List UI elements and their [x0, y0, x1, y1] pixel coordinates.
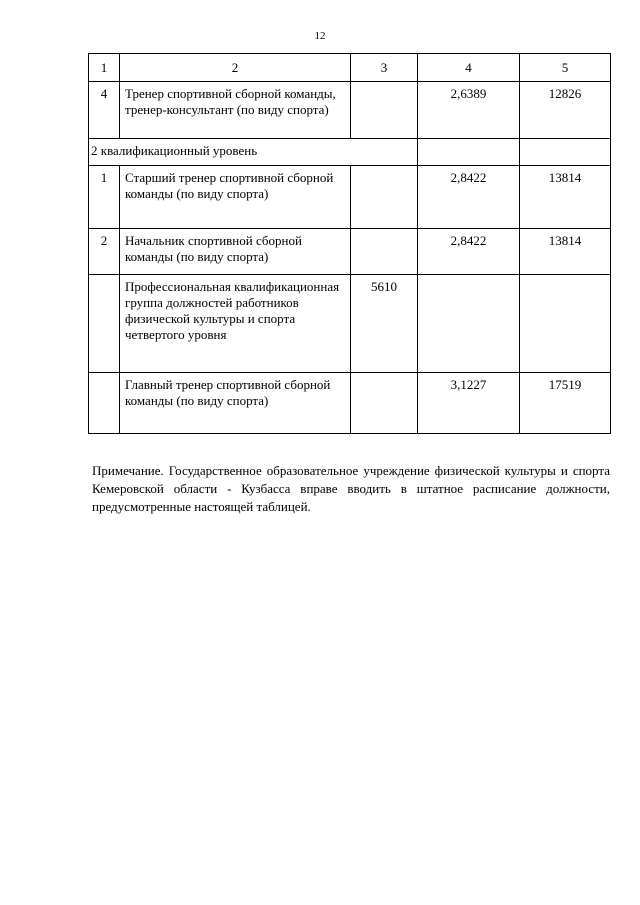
position-name: Начальник спортивной сборной команды (по виду спорта) — [120, 229, 351, 275]
table-note: Примечание. Государственное образовательное учреждение физической культуры и спорта Кемеровской области - Кузбасса вправе вводить в штатное расписание должности, предусмотренные настоящей таблицей. — [92, 463, 610, 514]
empty-cell — [418, 139, 520, 166]
position-name: Главный тренер спортивной сборной команды (по виду спорта) — [120, 373, 351, 434]
row-number: 2 — [89, 229, 120, 275]
salary-base — [351, 373, 418, 434]
qualification-level-row — [89, 139, 611, 166]
group-name: Профессиональная квалификационная группа должностей работников физической культуры и спорта четвертого уровня — [120, 275, 351, 373]
table-row — [89, 82, 611, 139]
position-name: Старший тренер спортивной сборной команды (по виду спорта) — [120, 166, 351, 229]
positions-table — [88, 53, 611, 434]
empty-cell — [520, 139, 611, 166]
row-number: 1 — [89, 166, 120, 229]
table-row — [89, 373, 611, 434]
salary-base — [351, 229, 418, 275]
header-cell: 1 — [89, 54, 120, 82]
table-header-row — [89, 54, 611, 82]
header-cell: 2 — [120, 54, 351, 82]
table-row — [89, 275, 611, 373]
row-number — [89, 373, 120, 434]
coefficient: 2,6389 — [418, 82, 520, 139]
salary: 12826 — [520, 82, 611, 139]
page-number: 12 — [314, 30, 326, 42]
header-cell: 4 — [418, 54, 520, 82]
salary-base — [351, 166, 418, 229]
table-row — [89, 166, 611, 229]
salary — [520, 275, 611, 373]
header-cell: 3 — [351, 54, 418, 82]
qualification-level-label: 2 квалификационный уровень — [89, 139, 418, 166]
coefficient: 3,1227 — [418, 373, 520, 434]
coefficient: 2,8422 — [418, 166, 520, 229]
salary-base — [351, 82, 418, 139]
table-row — [89, 229, 611, 275]
row-number — [89, 275, 120, 373]
position-name: Тренер спортивной сборной команды, тренер-консультант (по виду спорта) — [120, 82, 351, 139]
row-number: 4 — [89, 82, 120, 139]
salary: 13814 — [520, 229, 611, 275]
header-cell: 5 — [520, 54, 611, 82]
salary: 13814 — [520, 166, 611, 229]
coefficient — [418, 275, 520, 373]
salary: 17519 — [520, 373, 611, 434]
coefficient: 2,8422 — [418, 229, 520, 275]
salary-base: 5610 — [351, 275, 418, 373]
